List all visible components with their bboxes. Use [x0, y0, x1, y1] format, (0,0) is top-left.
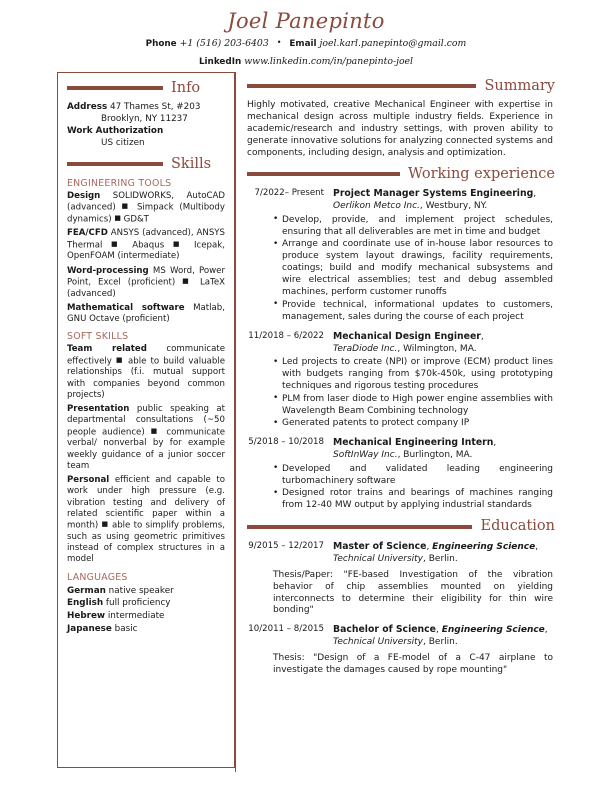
skill-label: Mathematical software	[67, 302, 185, 313]
language-name: English	[67, 598, 104, 609]
section-rule	[247, 172, 400, 176]
skill-label: FEA/CFD	[67, 228, 108, 239]
address-label: Address	[67, 101, 108, 112]
skill-item: Presentation public speaking at departmental consultations (~50 people audience) ■ communicate verbal/ nonverbal by for example weekly guidance of a junior soccer team	[67, 404, 226, 471]
section-rule	[67, 86, 163, 90]
entry-row	[247, 624, 555, 649]
section-header-skills	[67, 157, 225, 172]
section-rule	[247, 525, 472, 529]
responsibility-item: • PLM from laser diode to High power engine assemblies with Wavelength Beam Combining technology	[273, 394, 555, 418]
experience-entry	[247, 331, 555, 431]
languages-list	[67, 585, 225, 636]
section-header-experience	[247, 167, 555, 182]
entry-row	[247, 331, 555, 356]
education-entry	[247, 624, 555, 677]
bullet-square-icon: ■	[121, 201, 132, 210]
language-row: German native speaker	[67, 585, 174, 596]
engineering-tools-list	[67, 191, 225, 326]
responsibility-list	[247, 464, 555, 512]
language-row: English full proficiency	[67, 598, 171, 609]
phone-value: +1 (516) 203-6403	[179, 38, 269, 50]
entry-row	[247, 188, 555, 213]
phone-label: Phone	[145, 39, 177, 50]
address-row	[67, 101, 225, 113]
company-name: TeraDiode Inc.	[333, 343, 398, 354]
work-auth-value: US citizen	[101, 137, 145, 148]
school-location: , Berlin.	[423, 637, 458, 648]
resume-body	[0, 72, 612, 772]
bullet-square-icon: ■	[111, 239, 124, 248]
email-label: Email	[289, 39, 317, 50]
skill-label: Presentation	[67, 404, 130, 414]
skill-label: Word-processing	[67, 265, 149, 276]
entry-date: 10/2011 – 8/2015	[248, 624, 324, 635]
language-name: German	[67, 585, 106, 596]
responsibility-item: • Develop, provide, and implement project schedules, ensuring that all deliverables are met in time and budget	[273, 215, 555, 239]
entry-date: 7/2022– Present	[254, 188, 324, 199]
soft-skills-list	[67, 344, 225, 565]
education-list	[247, 541, 555, 677]
work-auth-row	[67, 125, 225, 137]
entry-body: Project Manager Systems Engineering, Oerlikon Metco Inc., Westbury, NY.	[333, 188, 537, 212]
entry-row	[247, 541, 555, 566]
school-location: , Berlin.	[423, 553, 458, 564]
entry-date: 11/2018 – 6/2022	[248, 330, 324, 341]
section-title-education: Education	[480, 518, 555, 535]
responsibility-item: • Arrange and coordinate use of in-house labor resources to produce system layout drawings, facility requirements, coatings; build and modify mechanical subsystems and wire electrical assemblies; test and debug assembled machines, perform customer runoffs	[273, 239, 555, 299]
skill-item: Design SOLIDWORKS, AutoCAD (advanced) ■ Simpack (Multibody dynamics) ■ GD&T	[67, 190, 225, 224]
address-line2: Brooklyn, NY 11237	[101, 113, 188, 124]
company-name: SoftInWay Inc.	[333, 450, 398, 461]
work-auth-label: Work Authorization	[67, 125, 164, 136]
degree-name: Bachelor of Science	[333, 624, 436, 636]
summary-text: Highly motivated, creative Mechanical Engineer with expertise in mechanical design across multiple industry fields. Experience in academic/research and industry settings, with proven ability to generate innovative solutions for analyzing connected systems and components, including design, analysis and optimization.	[247, 99, 553, 159]
company-name: Oerlikon Metco Inc.	[333, 201, 420, 212]
resume-header	[0, 0, 612, 69]
thesis-text: Thesis: "Design of a FE-model of a C-47 airplane to investigate the damages caused by rope mounting"	[273, 653, 553, 676]
section-rule	[247, 84, 476, 88]
contact-line-primary	[0, 38, 612, 51]
job-location: , Wilmington, MA.	[397, 343, 477, 354]
job-title: Mechanical Engineering Intern	[333, 437, 494, 449]
school-name: Technical University	[333, 637, 424, 648]
skill-label: Design	[67, 190, 101, 201]
section-header-info	[67, 81, 225, 96]
responsibility-item: • Designed rotor trains and bearings of machines ranging from 12-40 MW output by applying industrial standards	[273, 488, 555, 512]
entry-date: 9/2015 – 12/2017	[248, 540, 324, 551]
language-name: Hebrew	[67, 611, 106, 621]
bullet-square-icon: ■	[115, 355, 124, 364]
responsibility-item: • Developed and validated leading engineering turbomachinery software	[273, 464, 555, 488]
subheading-engineering-tools: ENGINEERING TOOLS	[67, 177, 172, 189]
field-of-study: Engineering Science	[432, 541, 536, 552]
skill-item: FEA/CFD ANSYS (advanced), ANSYS Thermal ■ Abaqus ■ Icepak, OpenFOAM (intermediate)	[67, 228, 225, 262]
bullet-square-icon: ■	[182, 276, 194, 285]
responsibility-item: • Generated patents to protect company IP	[273, 418, 555, 430]
info-block	[67, 101, 225, 150]
section-title-summary: Summary	[484, 78, 555, 94]
skill-item: Word-processing MS Word, Power Point, Excel (proficient) ■ LaTeX (advanced)	[67, 265, 226, 299]
language-name: Japanese	[67, 623, 112, 634]
experience-entry	[247, 437, 555, 512]
responsibility-list	[247, 357, 555, 430]
section-header-education	[247, 519, 555, 534]
skill-label: Personal	[67, 475, 110, 485]
section-title-info: Info	[171, 80, 201, 96]
job-location: , Burlington, MA.	[397, 450, 473, 461]
school-name: Technical University	[333, 553, 424, 564]
skill-item: Personal efficient and capable to work under high pressure (e.g. vibration testing and delivery of related scientific paper within a month) ■ able to simplify problems, such as using geometric primitives instead of complex structures in a model	[67, 475, 225, 565]
skill-item: Team related communicate effectively ■ able to build valuable relationships (f.i. mutual support with companies beyond common projects)	[67, 344, 225, 400]
address-line1: 47 Thames St, #203	[109, 101, 201, 112]
bullet-square-icon: ■	[101, 520, 109, 528]
responsibility-list	[247, 215, 555, 324]
bullet-square-icon: ■	[150, 426, 161, 435]
bullet-square-icon: ■	[172, 239, 186, 248]
education-entry	[247, 541, 555, 618]
responsibility-item: • Led projects to create (NPI) or improve (ECM) product lines with budgets ranging from $70k-450k, using prototyping techniques and rigorous testing procedures	[273, 357, 555, 393]
section-title-experience: Working experience	[407, 165, 555, 182]
skill-item: Mathematical software Matlab, GNU Octave (proficient)	[67, 302, 225, 324]
section-header-summary	[247, 79, 555, 94]
thesis-text: Thesis/Paper: "FE-based Investigation of the vibration behavior of chip assemblies mounted on yielding interconnects to determine their eligibility for thin wire bonding"	[273, 569, 553, 616]
language-row: Japanese basic	[67, 623, 138, 634]
entry-date: 5/2018 – 10/2018	[248, 437, 324, 448]
job-title: Project Manager Systems Engineering	[333, 188, 534, 200]
linkedin-label: LinkedIn	[198, 56, 242, 67]
entry-row	[247, 437, 555, 462]
contact-separator: •	[276, 38, 282, 48]
section-rule	[67, 162, 163, 166]
job-title: Mechanical Design Engineer	[333, 330, 481, 342]
contact-line-linkedin	[0, 56, 612, 69]
field-of-study: Engineering Science	[441, 625, 545, 636]
bullet-square-icon: ■	[114, 213, 121, 222]
section-title-skills: Skills	[171, 156, 212, 172]
subheading-languages: LANGUAGES	[67, 571, 128, 583]
experience-entry	[247, 188, 555, 323]
subheading-soft-skills: SOFT SKILLS	[67, 331, 129, 343]
entry-body: Mechanical Design Engineer, TeraDiode Inc., Wilmington, MA.	[333, 330, 484, 354]
linkedin-value[interactable]: www.linkedin.com/in/panepinto-joel	[244, 55, 414, 67]
sidebar	[57, 72, 235, 768]
skill-label: Team related	[67, 344, 147, 355]
main-column	[235, 72, 555, 772]
entry-body: Master of Science, Engineering Science, Technical University, Berlin.	[333, 540, 539, 564]
experience-list	[247, 188, 555, 512]
email-value[interactable]: joel.karl.panepinto@gmail.com	[319, 38, 467, 50]
language-row: Hebrew intermediate	[67, 611, 165, 621]
responsibility-item: • Provide technical, informational updates to customers, management, sales during the course of each project	[273, 300, 555, 324]
entry-body: Bachelor of Science, Engineering Science, Technical University, Berlin.	[333, 624, 548, 648]
degree-name: Master of Science	[333, 540, 427, 552]
job-location: , Westbury, NY.	[419, 201, 488, 212]
entry-body: Mechanical Engineering Intern, SoftInWay Inc., Burlington, MA.	[333, 437, 497, 461]
candidate-name: Joel Panepinto	[227, 9, 385, 33]
